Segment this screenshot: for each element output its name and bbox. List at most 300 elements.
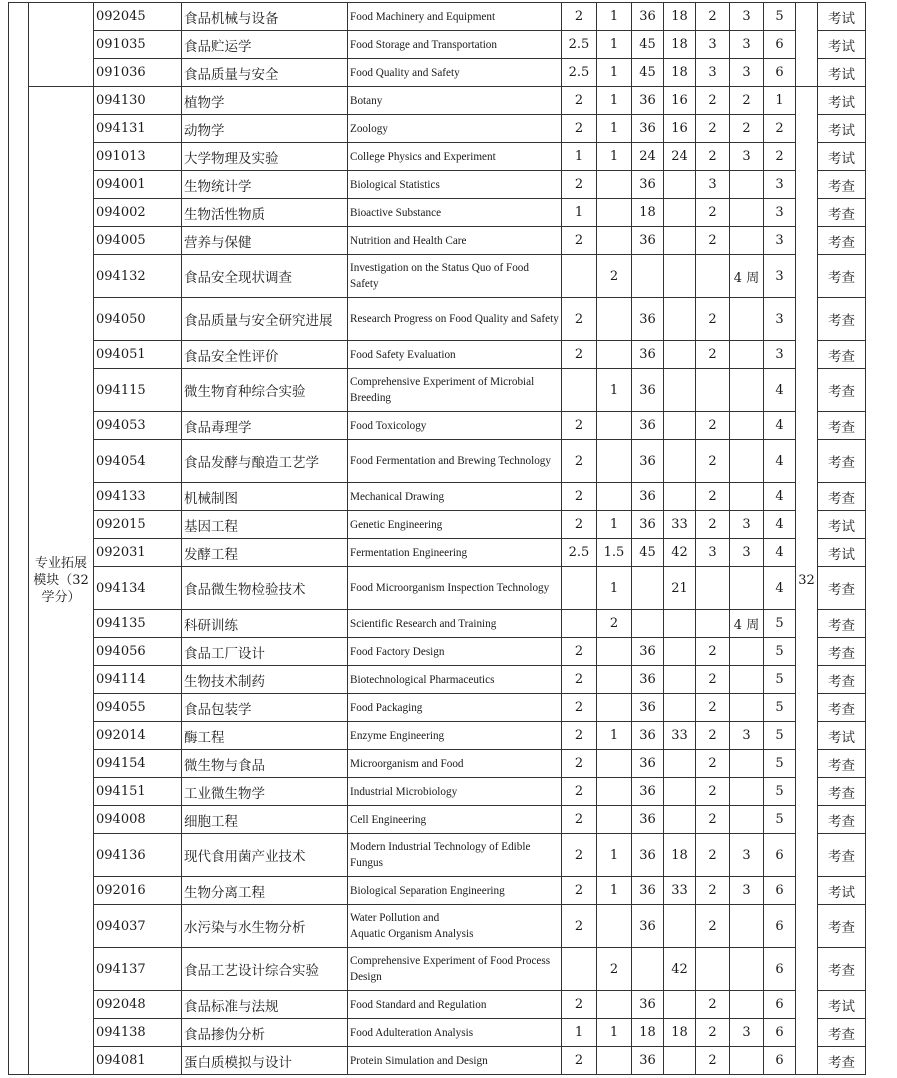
total-hours: 36 (632, 227, 664, 255)
weekly-hours (696, 567, 730, 610)
practice-credits: 1 (597, 143, 632, 171)
table-row (9, 59, 897, 87)
practice-hours (730, 369, 764, 412)
table-row (9, 834, 897, 877)
exam-type: 考查 (818, 806, 866, 834)
semester: 5 (764, 722, 796, 750)
course-name-en: Microorganism and Food (348, 750, 562, 778)
practice-hours (730, 567, 764, 610)
practice-credits (597, 199, 632, 227)
total-hours: 36 (632, 778, 664, 806)
course-name-en: Biological Separation Engineering (348, 877, 562, 905)
total-hours: 36 (632, 440, 664, 483)
total-hours: 45 (632, 31, 664, 59)
practice-hours (730, 948, 764, 991)
course-name-en: Enzyme Engineering (348, 722, 562, 750)
credits: 1 (562, 143, 597, 171)
lab-hours (664, 199, 696, 227)
weekly-hours: 3 (696, 171, 730, 199)
credits: 2 (562, 806, 597, 834)
weekly-hours: 2 (696, 877, 730, 905)
practice-hours: 3 (730, 539, 764, 567)
practice-hours (730, 694, 764, 722)
exam-type: 考查 (818, 255, 866, 298)
course-name-cn: 动物学 (182, 115, 348, 143)
course-name-cn: 酶工程 (182, 722, 348, 750)
table-row (9, 694, 897, 722)
exam-type: 考查 (818, 948, 866, 991)
course-code: 094081 (94, 1047, 182, 1075)
exam-type: 考查 (818, 483, 866, 511)
practice-credits (597, 694, 632, 722)
practice-credits: 2 (597, 255, 632, 298)
table-row (9, 255, 897, 298)
practice-hours (730, 905, 764, 948)
semester: 5 (764, 610, 796, 638)
practice-credits: 2 (597, 948, 632, 991)
practice-hours: 3 (730, 722, 764, 750)
practice-credits: 1 (597, 834, 632, 877)
weekly-hours: 2 (696, 806, 730, 834)
practice-hours: 3 (730, 143, 764, 171)
semester: 5 (764, 694, 796, 722)
semester: 4 (764, 412, 796, 440)
weekly-hours: 3 (696, 59, 730, 87)
total-hours: 36 (632, 115, 664, 143)
table-row (9, 722, 897, 750)
semester: 3 (764, 227, 796, 255)
course-name-en: Food Factory Design (348, 638, 562, 666)
credits: 2 (562, 722, 597, 750)
course-name-cn: 水污染与水生物分析 (182, 905, 348, 948)
total-hours: 36 (632, 991, 664, 1019)
table-row (9, 905, 897, 948)
credits (562, 567, 597, 610)
practice-credits: 1 (597, 722, 632, 750)
course-code: 092015 (94, 511, 182, 539)
lab-hours (664, 440, 696, 483)
practice-hours (730, 440, 764, 483)
practice-credits (597, 991, 632, 1019)
weekly-hours: 2 (696, 834, 730, 877)
course-code: 091035 (94, 31, 182, 59)
semester: 5 (764, 3, 796, 31)
module-label: 专业拓展模块（32学分） (29, 87, 94, 1075)
total-hours: 45 (632, 59, 664, 87)
lab-hours (664, 227, 696, 255)
exam-type: 考查 (818, 1019, 866, 1047)
practice-hours (730, 483, 764, 511)
exam-type: 考查 (818, 567, 866, 610)
total-hours: 36 (632, 171, 664, 199)
course-name-cn: 机械制图 (182, 483, 348, 511)
course-code: 094050 (94, 298, 182, 341)
practice-hours: 3 (730, 834, 764, 877)
lab-hours (664, 1047, 696, 1075)
course-code: 091013 (94, 143, 182, 171)
semester: 4 (764, 567, 796, 610)
table-row (9, 1019, 897, 1047)
course-name-en: Biotechnological Pharmaceutics (348, 666, 562, 694)
practice-hours: 2 (730, 115, 764, 143)
practice-credits (597, 227, 632, 255)
total-hours: 36 (632, 483, 664, 511)
credits: 1 (562, 1019, 597, 1047)
course-name-en: Fermentation Engineering (348, 539, 562, 567)
exam-type: 考查 (818, 199, 866, 227)
weekly-hours: 2 (696, 694, 730, 722)
lab-hours: 18 (664, 834, 696, 877)
table-row (9, 539, 897, 567)
credits: 2 (562, 778, 597, 806)
lab-hours: 33 (664, 722, 696, 750)
course-code: 094005 (94, 227, 182, 255)
course-code: 094002 (94, 199, 182, 227)
credits: 2 (562, 877, 597, 905)
weekly-hours: 2 (696, 991, 730, 1019)
credits: 2 (562, 991, 597, 1019)
course-name-cn: 工业微生物学 (182, 778, 348, 806)
course-name-cn: 食品掺伪分析 (182, 1019, 348, 1047)
practice-credits: 1 (597, 877, 632, 905)
table-row (9, 778, 897, 806)
practice-hours (730, 778, 764, 806)
total-hours (632, 610, 664, 638)
course-code: 094130 (94, 87, 182, 115)
practice-hours (730, 1047, 764, 1075)
course-code: 094138 (94, 1019, 182, 1047)
course-name-cn: 食品工厂设计 (182, 638, 348, 666)
course-name-en: Botany (348, 87, 562, 115)
course-name-en: Mechanical Drawing (348, 483, 562, 511)
credits: 2 (562, 638, 597, 666)
credits: 2.5 (562, 31, 597, 59)
lab-hours (664, 778, 696, 806)
left-gutter (9, 3, 29, 1075)
lab-hours (664, 806, 696, 834)
weekly-hours: 2 (696, 440, 730, 483)
exam-type: 考试 (818, 539, 866, 567)
practice-credits (597, 750, 632, 778)
lab-hours: 16 (664, 115, 696, 143)
course-code: 094001 (94, 171, 182, 199)
practice-hours (730, 750, 764, 778)
semester: 4 (764, 539, 796, 567)
course-name-en: Comprehensive Experiment of Microbial Breeding (348, 369, 562, 412)
exam-type: 考查 (818, 834, 866, 877)
semester: 4 (764, 440, 796, 483)
lab-hours: 33 (664, 511, 696, 539)
semester: 3 (764, 199, 796, 227)
weekly-hours (696, 369, 730, 412)
course-code: 094134 (94, 567, 182, 610)
course-code: 094056 (94, 638, 182, 666)
exam-type: 考试 (818, 877, 866, 905)
exam-type: 考试 (818, 511, 866, 539)
practice-hours: 3 (730, 3, 764, 31)
credits: 2 (562, 298, 597, 341)
table-row (9, 3, 897, 31)
credits: 2 (562, 483, 597, 511)
credits: 2 (562, 440, 597, 483)
practice-hours (730, 341, 764, 369)
weekly-hours: 2 (696, 750, 730, 778)
lab-hours (664, 298, 696, 341)
course-name-cn: 科研训练 (182, 610, 348, 638)
semester: 6 (764, 1019, 796, 1047)
practice-credits (597, 412, 632, 440)
course-name-en: Nutrition and Health Care (348, 227, 562, 255)
semester: 6 (764, 877, 796, 905)
course-name-en: Genetic Engineering (348, 511, 562, 539)
credits: 2 (562, 227, 597, 255)
weekly-hours: 2 (696, 483, 730, 511)
practice-credits: 1 (597, 31, 632, 59)
lab-hours: 18 (664, 59, 696, 87)
lab-hours (664, 610, 696, 638)
exam-type: 考查 (818, 341, 866, 369)
course-name-en: Bioactive Substance (348, 199, 562, 227)
course-name-en: Modern Industrial Technology of Edible Fungus (348, 834, 562, 877)
exam-type: 考试 (818, 722, 866, 750)
course-name-cn: 食品微生物检验技术 (182, 567, 348, 610)
semester: 1 (764, 87, 796, 115)
course-name-cn: 生物统计学 (182, 171, 348, 199)
practice-credits (597, 905, 632, 948)
semester: 5 (764, 666, 796, 694)
course-name-en: Protein Simulation and Design (348, 1047, 562, 1075)
table-row (9, 298, 897, 341)
total-hours: 24 (632, 143, 664, 171)
total-hours: 36 (632, 638, 664, 666)
practice-hours (730, 227, 764, 255)
lab-hours: 18 (664, 3, 696, 31)
course-name-cn: 食品发酵与酿造工艺学 (182, 440, 348, 483)
module-total-credits: 32 (796, 87, 818, 1075)
semester: 3 (764, 255, 796, 298)
course-code: 094131 (94, 115, 182, 143)
practice-credits (597, 483, 632, 511)
weekly-hours: 2 (696, 199, 730, 227)
exam-type: 考查 (818, 412, 866, 440)
total-hours: 36 (632, 412, 664, 440)
lab-hours: 33 (664, 877, 696, 905)
total-hours: 36 (632, 905, 664, 948)
course-code: 094037 (94, 905, 182, 948)
total-hours (632, 948, 664, 991)
practice-credits (597, 171, 632, 199)
practice-hours (730, 666, 764, 694)
total-hours: 36 (632, 806, 664, 834)
weekly-hours: 2 (696, 778, 730, 806)
total-hours: 36 (632, 369, 664, 412)
practice-credits: 1 (597, 87, 632, 115)
practice-credits: 1 (597, 1019, 632, 1047)
lab-hours: 42 (664, 539, 696, 567)
course-code: 094115 (94, 369, 182, 412)
total-hours: 45 (632, 539, 664, 567)
course-code: 094137 (94, 948, 182, 991)
table-row (9, 638, 897, 666)
course-name-en: Biological Statistics (348, 171, 562, 199)
credits: 2 (562, 834, 597, 877)
semester: 4 (764, 369, 796, 412)
total-hours (632, 255, 664, 298)
exam-type: 考试 (818, 87, 866, 115)
practice-hours (730, 806, 764, 834)
module-total-cell (796, 3, 818, 87)
credits: 2 (562, 87, 597, 115)
total-hours: 36 (632, 1047, 664, 1075)
credits (562, 610, 597, 638)
weekly-hours (696, 255, 730, 298)
lab-hours: 21 (664, 567, 696, 610)
table-row (9, 1047, 897, 1075)
table-row (9, 806, 897, 834)
semester: 3 (764, 341, 796, 369)
table-row (9, 440, 897, 483)
exam-type: 考查 (818, 610, 866, 638)
total-hours: 36 (632, 877, 664, 905)
weekly-hours: 2 (696, 666, 730, 694)
total-hours: 36 (632, 511, 664, 539)
semester: 3 (764, 298, 796, 341)
credits: 2 (562, 694, 597, 722)
practice-hours (730, 298, 764, 341)
course-code: 094136 (94, 834, 182, 877)
credits: 2 (562, 905, 597, 948)
course-name-cn: 食品贮运学 (182, 31, 348, 59)
lab-hours: 18 (664, 31, 696, 59)
total-hours: 18 (632, 1019, 664, 1047)
course-name-en: Food Packaging (348, 694, 562, 722)
course-name-cn: 细胞工程 (182, 806, 348, 834)
practice-hours (730, 171, 764, 199)
course-name-en: College Physics and Experiment (348, 143, 562, 171)
credits: 2 (562, 750, 597, 778)
course-name-en: Comprehensive Experiment of Food Process Design (348, 948, 562, 991)
exam-type: 考试 (818, 59, 866, 87)
weekly-hours: 2 (696, 638, 730, 666)
credits: 2 (562, 115, 597, 143)
exam-type: 考试 (818, 991, 866, 1019)
table-row (9, 877, 897, 905)
practice-credits: 1 (597, 369, 632, 412)
table-row (9, 171, 897, 199)
course-code: 094008 (94, 806, 182, 834)
course-code: 091036 (94, 59, 182, 87)
course-name-en: Food Machinery and Equipment (348, 3, 562, 31)
total-hours: 36 (632, 694, 664, 722)
course-name-cn: 生物分离工程 (182, 877, 348, 905)
practice-hours: 3 (730, 511, 764, 539)
practice-credits: 1 (597, 567, 632, 610)
practice-hours: 3 (730, 877, 764, 905)
course-name-cn: 蛋白质模拟与设计 (182, 1047, 348, 1075)
practice-hours (730, 638, 764, 666)
weekly-hours: 2 (696, 87, 730, 115)
table-row (9, 567, 897, 610)
course-code: 094055 (94, 694, 182, 722)
semester: 6 (764, 905, 796, 948)
total-hours: 36 (632, 666, 664, 694)
course-code: 092016 (94, 877, 182, 905)
weekly-hours: 2 (696, 722, 730, 750)
course-code: 094154 (94, 750, 182, 778)
exam-type: 考查 (818, 638, 866, 666)
course-name-cn: 植物学 (182, 87, 348, 115)
course-name-cn: 食品机械与设备 (182, 3, 348, 31)
course-code: 094135 (94, 610, 182, 638)
total-hours: 18 (632, 199, 664, 227)
course-name-cn: 微生物育种综合实验 (182, 369, 348, 412)
practice-credits: 1.5 (597, 539, 632, 567)
course-table (8, 2, 897, 1075)
credits: 1 (562, 199, 597, 227)
practice-credits: 1 (597, 3, 632, 31)
table-row (9, 511, 897, 539)
weekly-hours: 2 (696, 412, 730, 440)
practice-hours: 3 (730, 59, 764, 87)
course-name-cn: 现代食用菌产业技术 (182, 834, 348, 877)
exam-type: 考试 (818, 115, 866, 143)
course-name-en: Scientific Research and Training (348, 610, 562, 638)
course-code: 092031 (94, 539, 182, 567)
lab-hours (664, 255, 696, 298)
total-hours: 36 (632, 834, 664, 877)
lab-hours (664, 341, 696, 369)
exam-type: 考查 (818, 750, 866, 778)
course-name-en: Food Storage and Transportation (348, 31, 562, 59)
table-row (9, 750, 897, 778)
practice-credits: 1 (597, 511, 632, 539)
semester: 5 (764, 778, 796, 806)
practice-credits (597, 1047, 632, 1075)
practice-credits: 2 (597, 610, 632, 638)
practice-credits (597, 778, 632, 806)
exam-type: 考查 (818, 694, 866, 722)
lab-hours: 42 (664, 948, 696, 991)
total-hours: 36 (632, 750, 664, 778)
course-table-body (9, 3, 897, 1075)
lab-hours: 18 (664, 1019, 696, 1047)
semester: 4 (764, 511, 796, 539)
credits (562, 948, 597, 991)
weekly-hours: 3 (696, 31, 730, 59)
semester: 6 (764, 1047, 796, 1075)
course-name-en: Food Microorganism Inspection Technology (348, 567, 562, 610)
table-row (9, 143, 897, 171)
course-name-en: Food Adulteration Analysis (348, 1019, 562, 1047)
lab-hours: 16 (664, 87, 696, 115)
semester: 3 (764, 171, 796, 199)
credits: 2.5 (562, 539, 597, 567)
weekly-hours: 2 (696, 1019, 730, 1047)
course-name-cn: 微生物与食品 (182, 750, 348, 778)
semester: 6 (764, 991, 796, 1019)
table-row (9, 483, 897, 511)
exam-type: 考查 (818, 778, 866, 806)
weekly-hours: 2 (696, 3, 730, 31)
course-code: 092014 (94, 722, 182, 750)
table-row (9, 227, 897, 255)
course-code: 094132 (94, 255, 182, 298)
semester: 5 (764, 750, 796, 778)
table-row (9, 199, 897, 227)
semester: 2 (764, 143, 796, 171)
lab-hours (664, 369, 696, 412)
exam-type: 考查 (818, 905, 866, 948)
